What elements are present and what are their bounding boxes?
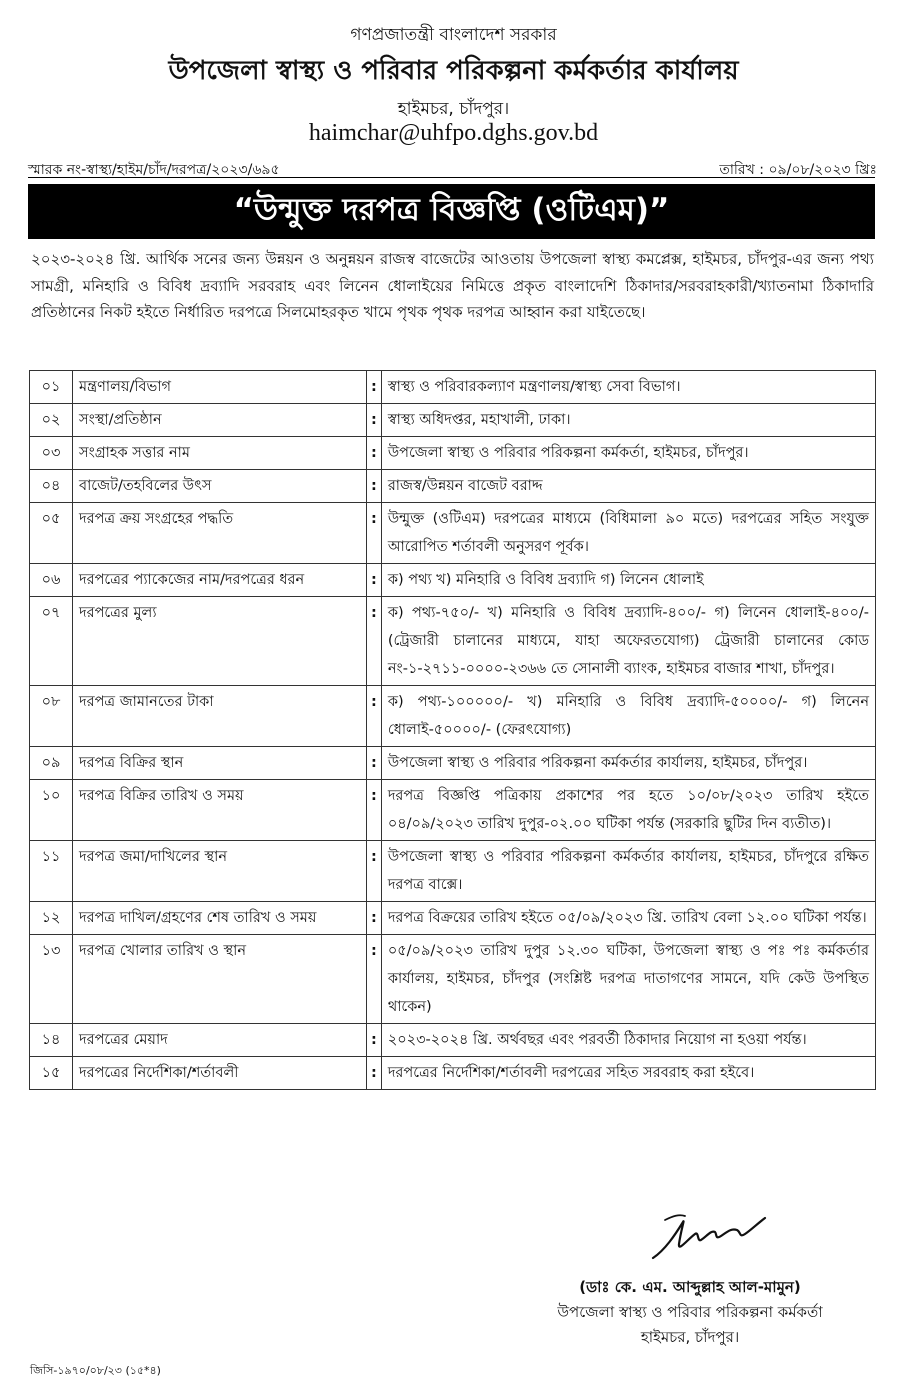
row-separator: : <box>367 841 382 902</box>
row-number: ১৫ <box>30 1057 73 1090</box>
office-email: haimchar@uhfpo.dghs.gov.bd <box>308 120 599 146</box>
row-number: ০৫ <box>30 503 73 564</box>
row-number: ১৪ <box>30 1024 73 1057</box>
table-row <box>30 686 876 747</box>
row-number: ০৮ <box>30 686 73 747</box>
tender-details-table <box>29 370 876 1090</box>
row-label: দরপত্রের মুল্য <box>73 597 367 686</box>
row-separator: : <box>367 503 382 564</box>
row-label: দরপত্র বিক্রির স্থান <box>73 747 367 780</box>
table-row <box>30 780 876 841</box>
row-number: ১২ <box>30 902 73 935</box>
row-label: দরপত্র খোলার তারিখ ও স্থান <box>73 935 367 1024</box>
row-value: উপজেলা স্বাস্থ্য ও পরিবার পরিকল্পনা কর্মকর্তার কার্যালয়, হাইমচর, চাঁদপুর। <box>381 747 875 780</box>
notice-title-banner <box>28 184 875 239</box>
signatory-name: (ডাঃ কে. এম. আব্দুল্লাহ আল-মামুন) <box>579 1278 801 1296</box>
row-number: ০২ <box>30 404 73 437</box>
government-name: গণপ্রজাতন্ত্রী বাংলাদেশ সরকার <box>350 25 557 45</box>
table-row <box>30 841 876 902</box>
row-separator: : <box>367 404 382 437</box>
row-number: ১৩ <box>30 935 73 1024</box>
row-value: রাজস্ব/উন্নয়ন বাজেট বরাদ্দ <box>381 470 875 503</box>
row-value: দরপত্র বিজ্ঞপ্তি পত্রিকায় প্রকাশের পর হতে ১০/০৮/২০২৩ তারিখ হইতে ০৪/০৯/২০২৩ তারিখ দুপুর-০২.০০ ঘটিকা পর্যন্ত (সরকারি ছুটির দিন ব্যতীত)। <box>381 780 875 841</box>
row-number: ১০ <box>30 780 73 841</box>
table-row <box>30 902 876 935</box>
office-name: উপজেলা স্বাস্থ্য ও পরিবার পরিকল্পনা কর্মকর্তার কার্যালয় <box>168 56 739 86</box>
row-value: উন্মুক্ত (ওটিএম) দরপত্রের মাধ্যমে (বিধিমালা ৯০ মতে) দরপত্রের সহিত সংযুক্ত আরোপিত শর্তাবলী অনুসরণ পূর্বক। <box>381 503 875 564</box>
row-value: ক) পথ্য-১০০০০০/- খ) মনিহারি ও বিবিধ দ্রব্যাদি-৫০০০০/- গ) লিনেন ধোলাই-৫০০০০/- (ফেরৎযোগ্য) <box>381 686 875 747</box>
row-number: ০৪ <box>30 470 73 503</box>
row-label: সংস্থা/প্রতিষ্ঠান <box>73 404 367 437</box>
table-row <box>30 597 876 686</box>
row-value: ২০২৩-২০২৪ খ্রি. অর্থবছর এবং পরবর্তী ঠিকাদার নিয়োগ না হওয়া পর্যন্ত। <box>381 1024 875 1057</box>
notice-title: “উন্মুক্ত দরপত্র বিজ্ঞপ্তি (ওটিএম)” <box>233 191 670 228</box>
row-value: ০৫/০৯/২০২৩ তারিখ দুপুর ১২.৩০ ঘটিকা, উপজেলা স্বাস্থ্য ও পঃ পঃ কর্মকর্তার কার্যালয়, হাইমচর, চাঁদপুর (সংশ্লিষ্ট দরপত্র দাতাগণের সামনে, যদি কেউ উপস্থিত থাকেন) <box>381 935 875 1024</box>
row-separator: : <box>367 902 382 935</box>
table-row <box>30 747 876 780</box>
row-number: ০৯ <box>30 747 73 780</box>
signature-image <box>645 1200 775 1270</box>
row-separator: : <box>367 437 382 470</box>
header-divider <box>28 177 875 178</box>
row-value: ক) পথ্য খ) মনিহারি ও বিবিধ দ্রব্যাদি গ) লিনেন ধোলাই <box>381 564 875 597</box>
table-row <box>30 503 876 564</box>
publication-code: জিসি-১৯৭০/০৮/২৩ (১৫*৪) <box>30 1364 161 1377</box>
table-row <box>30 935 876 1024</box>
row-number: ০৩ <box>30 437 73 470</box>
row-label: দরপত্র জামানতের টাকা <box>73 686 367 747</box>
signatory-designation: উপজেলা স্বাস্থ্য ও পরিবার পরিকল্পনা কর্মকর্তা <box>557 1303 823 1321</box>
row-number: ০১ <box>30 371 73 404</box>
table-row <box>30 371 876 404</box>
row-label: দরপত্র জমা/দাখিলের স্থান <box>73 841 367 902</box>
row-label: দরপত্র দাখিল/গ্রহণের শেষ তারিখ ও সময় <box>73 902 367 935</box>
row-label: সংগ্রাহক সত্তার নাম <box>73 437 367 470</box>
row-separator: : <box>367 564 382 597</box>
row-separator: : <box>367 747 382 780</box>
row-value: দরপত্র বিক্রয়ের তারিখ হইতে ০৫/০৯/২০২৩ খ্রি. তারিখ বেলা ১২.০০ ঘটিকা পর্যন্ত। <box>381 902 875 935</box>
table-row <box>30 1024 876 1057</box>
row-label: দরপত্রের মেয়াদ <box>73 1024 367 1057</box>
table-row <box>30 437 876 470</box>
row-number: ০৭ <box>30 597 73 686</box>
row-label: দরপত্রের প্যাকেজের নাম/দরপত্রের ধরন <box>73 564 367 597</box>
table-row <box>30 564 876 597</box>
office-location: হাইমচর, চাঁদপুর। <box>397 99 510 119</box>
row-separator: : <box>367 597 382 686</box>
row-value: উপজেলা স্বাস্থ্য ও পরিবার পরিকল্পনা কর্মকর্তার কার্যালয়, হাইমচর, চাঁদপুরে রক্ষিত দরপত্র বাক্সে। <box>381 841 875 902</box>
table-row <box>30 1057 876 1090</box>
row-label: মন্ত্রণালয়/বিভাগ <box>73 371 367 404</box>
row-number: ০৬ <box>30 564 73 597</box>
row-value: স্বাস্থ্য অধিদপ্তর, মহাখালী, ঢাকা। <box>381 404 875 437</box>
row-label: দরপত্র বিক্রির তারিখ ও সময় <box>73 780 367 841</box>
row-separator: : <box>367 780 382 841</box>
row-number: ১১ <box>30 841 73 902</box>
row-separator: : <box>367 1057 382 1090</box>
row-value: স্বাস্থ্য ও পরিবারকল্যাণ মন্ত্রণালয়/স্বাস্থ্য সেবা বিভাগ। <box>381 371 875 404</box>
row-separator: : <box>367 470 382 503</box>
notice-date: তারিখ : ০৯/০৮/২০২৩ খ্রিঃ <box>719 162 877 178</box>
row-value: দরপত্রের নির্দেশিকা/শর্তাবলী দরপত্রের সহিত সরবরাহ করা হইবে। <box>381 1057 875 1090</box>
row-separator: : <box>367 686 382 747</box>
row-label: বাজেট/তহবিলের উৎস <box>73 470 367 503</box>
intro-paragraph: ২০২৩-২০২৪ খ্রি. আর্থিক সনের জন্য উন্নয়ন ও অনুন্নয়ন রাজস্ব বাজেটের আওতায় উপজেলা স্বাস্থ্য কমপ্লেক্স, হাইমচর, চাঁদপুর-এর জন্য পথ্য সামগ্রী, মনিহারি ও বিবিধ দ্রব্যাদি সরবরাহ এবং লিনেন ধোলাইয়ের নিমিত্তে প্রকৃত বাংলাদেশি ঠিকাদার/সরবরাহকারী/খ্যাতনামা ঠিকাদারি প্রতিষ্ঠানের নিকট হইতে নির্ধারিত দরপত্রে সিলমোহরকৃত খামে পৃথক পৃথক দরপত্র আহ্বান করা যাইতেছে। <box>31 250 874 321</box>
row-label: দরপত্র ক্রয় সংগ্রহের পদ্ধতি <box>73 503 367 564</box>
row-label: দরপত্রের নির্দেশিকা/শর্তাবলী <box>73 1057 367 1090</box>
row-value: ক) পথ্য-৭৫০/- খ) মনিহারি ও বিবিধ দ্রব্যাদি-৪০০/- গ) লিনেন ধোলাই-৪০০/- (ট্রেজারী চালানের মাধ্যমে, যাহা অফেরতযোগ্য) ট্রেজারী চালানের কোড নং-১-২৭১১-০০০০-২৩৬৬ তে সোনালী ব্যাংক, হাইমচর বাজার শাখা, চাঁদপুর। <box>381 597 875 686</box>
row-value: উপজেলা স্বাস্থ্য ও পরিবার পরিকল্পনা কর্মকর্তা, হাইমচর, চাঁদপুর। <box>381 437 875 470</box>
signatory-place: হাইমচর, চাঁদপুর। <box>640 1328 740 1346</box>
row-separator: : <box>367 1024 382 1057</box>
row-separator: : <box>367 371 382 404</box>
row-separator: : <box>367 935 382 1024</box>
table-row <box>30 470 876 503</box>
memo-number: স্মারক নং-স্বাস্থ্য/হাইম/চাঁদ/দরপত্র/২০২৩/৬৯৫ <box>28 162 280 178</box>
table-row <box>30 404 876 437</box>
